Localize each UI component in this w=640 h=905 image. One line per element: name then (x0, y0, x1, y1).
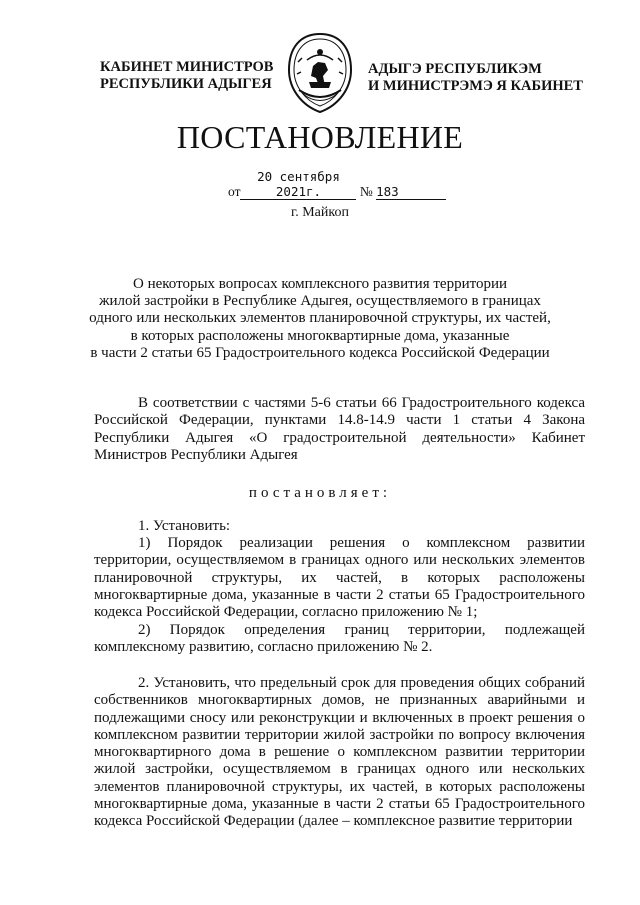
subject-line: в которых расположены многоквартирные дома, указанные (130, 327, 510, 344)
adygea-coat-of-arms-icon (285, 32, 355, 114)
issuer-line: АДЫГЭ РЕСПУБЛИКЭМ (368, 61, 542, 77)
item-1-subitem-2: 2) Порядок определения границ территории, подлежащей комплексному развитию, согласно приложению № 2. (94, 622, 585, 656)
issuer-line: КАБИНЕТ МИНИСТРОВ (100, 59, 274, 75)
issuer-name-russian (100, 59, 273, 93)
document-date: 20 сентября 2021г. (240, 169, 356, 200)
item-1-subitem-1: 1) Порядок реализации решения о комплексном развитии территории, осуществляемом в границах одного или нескольких элементов планировочной структуры, их частей, в которых расположены многоквартирные дома, указанные в части 2 статьи 65 Градостроительного кодекса Российской Федерации, согласно приложению № 1; (94, 535, 585, 621)
issuer-line: И МИНИСТРЭМЭ Я КАБИНЕТ (368, 78, 583, 94)
item-1-heading: 1. Установить: (138, 518, 231, 534)
subject-line: одного или нескольких элементов планировочной структуры, их частей, (89, 310, 551, 327)
document-title: ПОСТАНОВЛЕНИЕ (176, 119, 464, 155)
issuer-name-adyghe (368, 61, 583, 95)
city: г. Майкоп (291, 205, 349, 220)
date-prefix: от (228, 184, 241, 199)
subject-line: в части 2 статьи 65 Градостроительного кодекса Российской Федерации (90, 344, 550, 361)
decree-word: постановляет: (248, 485, 392, 501)
preamble-paragraph: В соответствии с частями 5-6 статьи 66 Градостроительного кодекса Российской Федерации, пунктами 14.8-14.9 части 1 статьи 4 Закона Республики Адыгея «О градостроительной деятельности» Кабинет Министров Республики Адыгея (94, 395, 585, 463)
item-2-paragraph: 2. Установить, что предельный срок для проведения общих собраний собственников многоквартирных домов, не признанных аварийными и подлежащими сносу или реконструкции и включенных в проект решения о комплексном развитии территории жилой застройки по вопросу включения многоквартирного дома в решение о комплексном развитии территории жилой застройки, осуществляемом в границах одного или нескольких элементов планировочной структуры, их частей, в которых расположены многоквартирные дома, указанные в части 2 статьи 65 Градостроительного кодекса Российской Федерации (далее – комплексное развитие территории (94, 675, 585, 830)
document-subject (60, 276, 580, 362)
subject-line: жилой застройки в Республике Адыгея, осуществляемого в границах (99, 293, 541, 310)
document-number: 183 (376, 184, 446, 200)
number-sign: № (359, 184, 373, 199)
date-number-line (228, 169, 446, 200)
subject-line: О некоторых вопросах комплексного развития территории (132, 276, 508, 292)
issuer-line: РЕСПУБЛИКИ АДЫГЕЯ (100, 76, 272, 92)
